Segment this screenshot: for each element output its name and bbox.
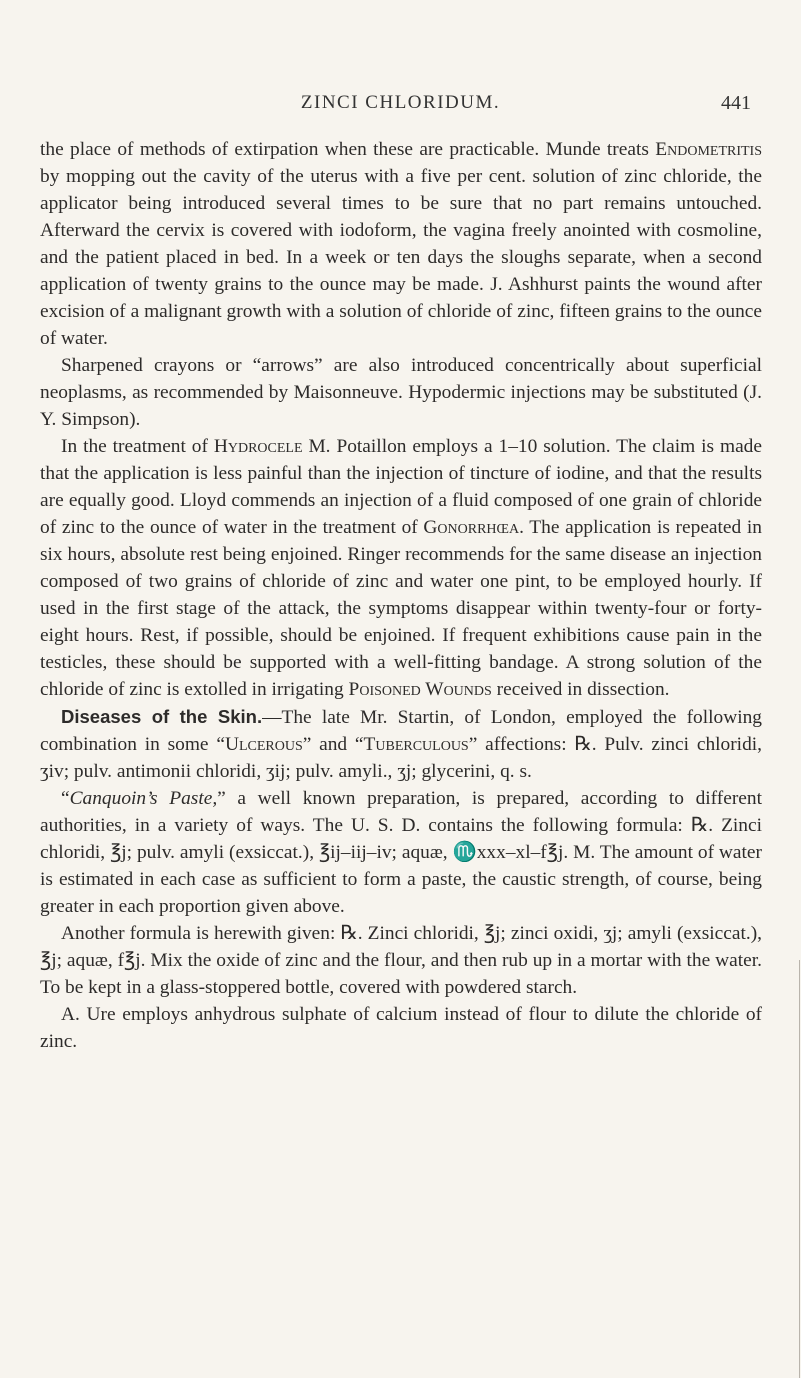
body-text <box>40 136 762 1055</box>
text-run: Another formula is herewith given: ℞. Zinci chloridi, ℥j; zinci oxidi, ʒj; amyli (exsiccat.), ℥j; aquæ, f℥j. Mix the oxide of zinc and the flour, and then rub up in a mortar with the water. To be kept in a glass-stoppered bottle, covered with powdered starch. <box>40 923 762 998</box>
paragraph <box>40 136 762 352</box>
paragraph <box>40 352 762 433</box>
small-caps-term: Hydrocele <box>213 436 303 457</box>
paragraph <box>40 920 762 1001</box>
text-run: the place of methods of extirpation when these are practicable. Munde treats <box>40 139 656 160</box>
text-run: A. Ure employs anhydrous sulphate of calcium instead of flour to dilute the chloride of zinc. <box>40 1004 762 1052</box>
section-heading: Diseases of the Skin. <box>61 706 263 727</box>
paragraph <box>40 785 762 920</box>
small-caps-term: Tuberculous <box>363 734 469 755</box>
small-caps-term: Ulcerous <box>224 734 303 755</box>
text-run: M. Potaillon employs a 1–10 solution. The claim is made that the application is less painful than the injection of tincture of iodine, and that the results are equally good. Lloyd commends an injection of a fluid composed of one grain of chloride of zinc to the ounce of water in the treatment of <box>40 436 762 538</box>
running-head <box>0 92 801 122</box>
page-number: 441 <box>721 92 751 114</box>
text-run: by mopping out the cavity of the uterus with a five per cent. solution of zinc chloride, the applicator being introduced several times to be sure that no part remains untouched. Afterward the cervix is covered with iodoform, the vagina freely anointed with cosmoline, and the patient placed in bed. In a week or ten days the sloughs separate, when a second application of twenty grains to the ounce may be made. J. Ashhurst paints the wound after excision of a malignant growth with a solution of chloride of zinc, fifteen grains to the ounce of water. <box>40 166 762 349</box>
small-caps-term: Poisoned Wounds <box>348 679 492 700</box>
text-run: —The late Mr. Startin, of London, employed the following combination in some “ <box>40 707 763 755</box>
small-caps-term: Gonorrhœa <box>423 517 520 538</box>
paragraph <box>40 1001 762 1055</box>
text-run: “ <box>61 788 70 809</box>
text-run: . The application is repeated in six hours, absolute rest being enjoined. Ringer recommends for the same disease an injection composed of two grains of chloride of zinc and water one pint, to be employed hourly. If used in the first stage of the attack, the symptoms disappear within twenty-four or forty-eight hours. Rest, if possible, should be enjoined. If frequent exhibitions cause pain in the testicles, these should be supported with a well-fitting bandage. A strong solution of the chloride of zinc is extolled in irrigating <box>40 517 762 700</box>
running-title: ZINCI CHLORIDUM. <box>300 92 501 113</box>
text-run: ” a well known preparation, is prepared, according to different authorities, in a variety of ways. The U. S. D. contains the following formula: ℞. Zinci chloridi, ℥j; pulv. amyli (exsiccat.), ℥ij–iij–iv; aquæ, ♏xxx–xl–f℥j. M. The amount of water is estimated in each case as sufficient to form a paste, the caustic strength, of course, being greater in each proportion given above. <box>40 788 762 917</box>
paragraph <box>40 703 762 785</box>
small-caps-term: Endometritis <box>655 139 762 160</box>
text-run: ” affections: ℞. Pulv. zinci chloridi, ʒiv; pulv. antimonii chloridi, ʒij; pulv. amyli., ʒj; glycerini, q. s. <box>40 734 762 782</box>
italic-term: Canquoin’s Paste, <box>69 788 218 809</box>
paragraph <box>40 433 762 703</box>
text-run: ” and “ <box>302 734 364 755</box>
text-run: Sharpened crayons or “arrows” are also introduced concentrically about superficial neoplasms, as recommended by Maisonneuve. Hypodermic injections may be substituted (J. Y. Simpson). <box>40 355 762 430</box>
page-edge-rule <box>799 960 800 1378</box>
text-run: In the treatment of <box>61 436 214 457</box>
text-run: received in dissection. <box>491 679 670 700</box>
